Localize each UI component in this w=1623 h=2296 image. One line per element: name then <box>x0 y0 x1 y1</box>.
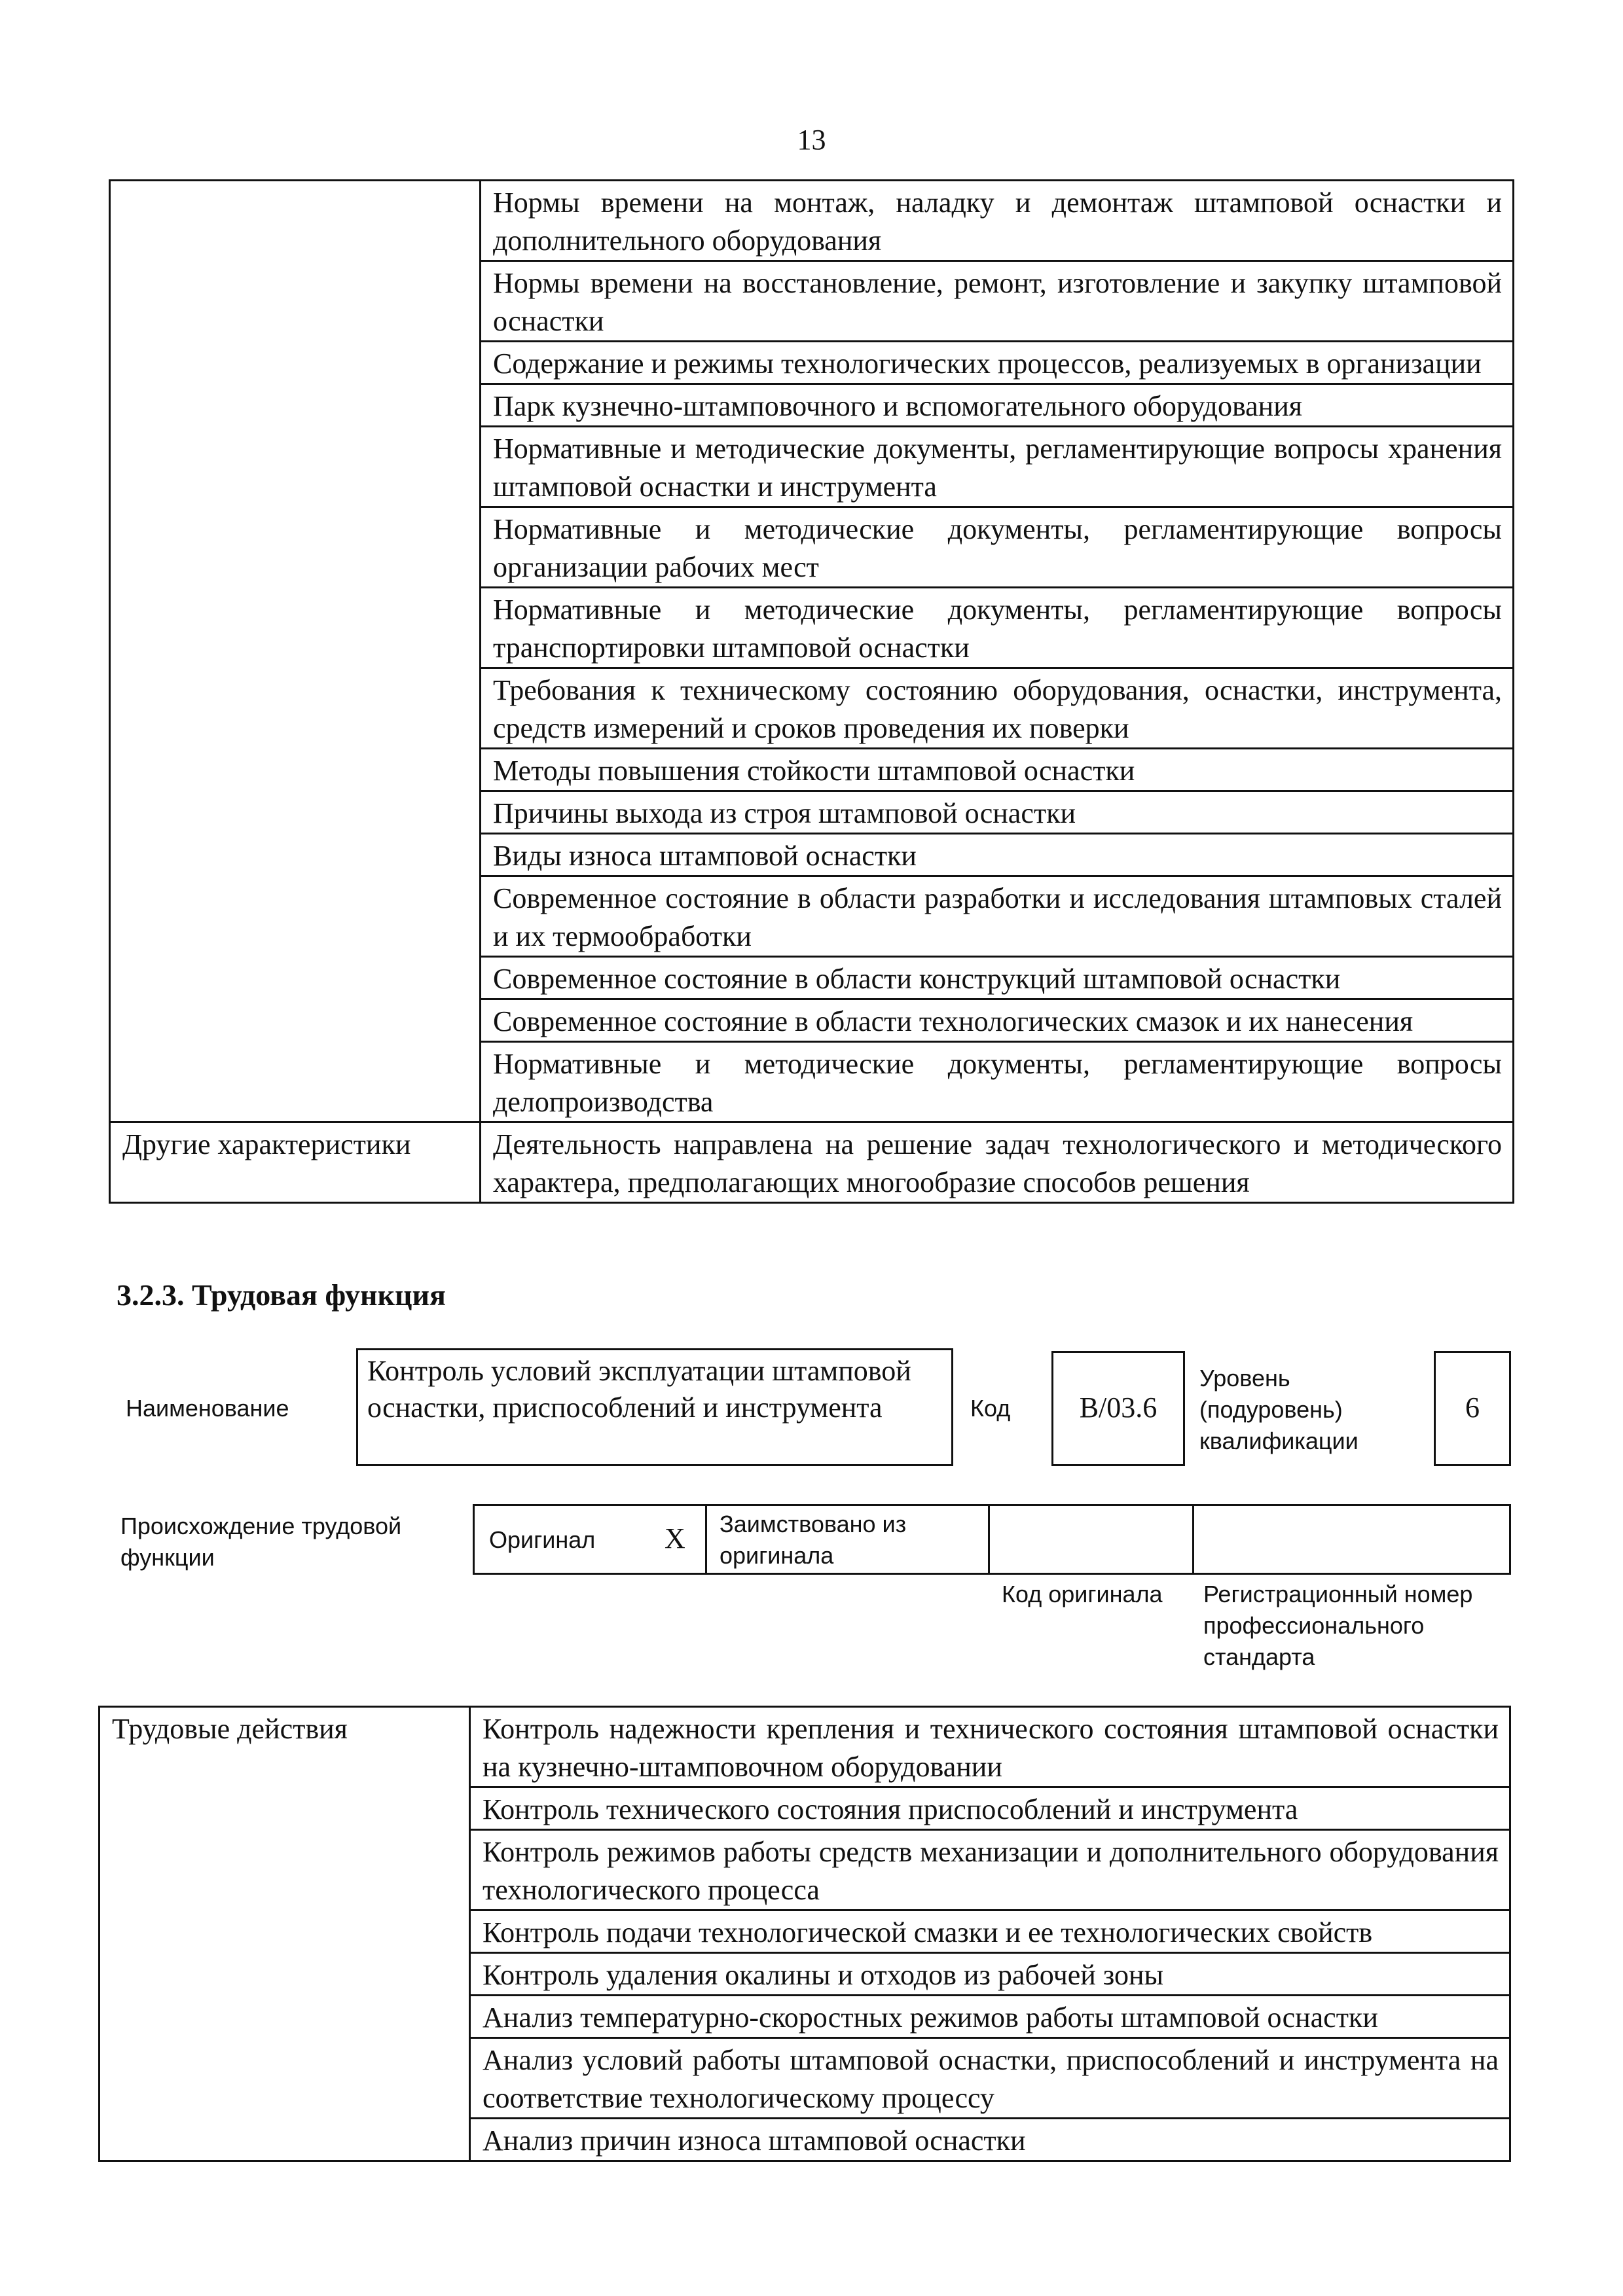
page-number: 13 <box>797 124 826 156</box>
divider <box>988 1506 990 1573</box>
divider <box>1192 1506 1194 1573</box>
action-item: Контроль режимов работы средств механизации и дополнительного оборудования технологического процесса <box>470 1830 1510 1910</box>
other-characteristics-label: Другие характеристики <box>110 1122 481 1203</box>
code-label: Код <box>970 1395 1011 1422</box>
origin-label: Происхождение трудовой функции <box>120 1513 402 1571</box>
divider <box>705 1506 707 1573</box>
section-title: 3.2.3. Трудовая функция <box>117 1278 446 1312</box>
reg-number-caption: Регистрационный номер профессионального стандарта <box>1203 1581 1473 1670</box>
origin-table <box>473 1504 1511 1575</box>
knowledge-item: Нормы времени на монтаж, наладку и демонтаж штамповой оснастки и дополнительного оборудования <box>481 181 1514 261</box>
other-characteristics-text: Деятельность направлена на решение задач технологического и методического характера, предполагающих многообразие способов решения <box>481 1122 1514 1203</box>
knowledge-item: Современное состояние в области технологических смазок и их нанесения <box>481 999 1514 1042</box>
code-original-caption: Код оригинала <box>1002 1581 1163 1607</box>
table-row <box>110 181 1514 261</box>
original-mark: X <box>665 1522 685 1554</box>
code-value: B/03.6 <box>1079 1391 1158 1424</box>
name-label: Наименование <box>126 1395 289 1422</box>
knowledge-item: Нормы времени на восстановление, ремонт, изготовление и закупку штамповой оснастки <box>481 261 1514 342</box>
knowledge-item: Нормативные и методические документы, регламентирующие вопросы транспортировки штамповой оснастки <box>481 588 1514 668</box>
action-item: Контроль подачи технологической смазки и ее технологических свойств <box>470 1910 1510 1953</box>
action-item: Контроль надежности крепления и технического состояния штамповой оснастки на кузнечно-штамповочном оборудовании <box>470 1707 1510 1787</box>
knowledge-item: Нормативные и методические документы, регламентирующие вопросы хранения штамповой оснастки и инструмента <box>481 427 1514 507</box>
knowledge-item: Парк кузнечно-штамповочного и вспомогательного оборудования <box>481 384 1514 427</box>
knowledge-item: Современное состояние в области конструкций штамповой оснастки <box>481 957 1514 999</box>
knowledge-table <box>109 179 1514 1204</box>
action-item: Контроль удаления окалины и отходов из рабочей зоны <box>470 1953 1510 1996</box>
level-label: Уровень (подуровень) квалификации <box>1199 1365 1359 1454</box>
knowledge-item: Требования к техническому состоянию оборудования, оснастки, инструмента, средств измерений и сроков проведения их поверки <box>481 668 1514 749</box>
actions-label: Трудовые действия <box>100 1707 470 2161</box>
level-box <box>1434 1351 1511 1466</box>
knowledge-label-cell <box>110 181 481 1122</box>
action-item: Анализ температурно-скоростных режимов работы штамповой оснастки <box>470 1996 1510 2038</box>
knowledge-item: Методы повышения стойкости штамповой оснастки <box>481 749 1514 791</box>
knowledge-item: Содержание и режимы технологических процессов, реализуемых в организации <box>481 342 1514 384</box>
level-value: 6 <box>1465 1391 1480 1424</box>
original-label: Оригинал <box>489 1526 596 1553</box>
knowledge-item: Нормативные и методические документы, регламентирующие вопросы делопроизводства <box>481 1042 1514 1122</box>
action-item: Анализ причин износа штамповой оснастки <box>470 2119 1510 2161</box>
table-row <box>110 1122 1514 1203</box>
function-name-box <box>356 1348 953 1466</box>
borrowed-label: Заимствовано из оригинала <box>720 1511 907 1569</box>
actions-table <box>98 1706 1511 2162</box>
knowledge-item: Виды износа штамповой оснастки <box>481 834 1514 876</box>
function-name-value: Контроль условий эксплуатации штамповой оснастки, приспособлений и инструмента <box>367 1355 911 1424</box>
table-row <box>100 1707 1510 1787</box>
code-box <box>1051 1351 1185 1466</box>
knowledge-item: Причины выхода из строя штамповой оснастки <box>481 791 1514 834</box>
knowledge-item: Нормативные и методические документы, регламентирующие вопросы организации рабочих мест <box>481 507 1514 588</box>
action-item: Анализ условий работы штамповой оснастки, приспособлений и инструмента на соответствие технологическому процессу <box>470 2038 1510 2119</box>
action-item: Контроль технического состояния приспособлений и инструмента <box>470 1787 1510 1830</box>
knowledge-item: Современное состояние в области разработки и исследования штамповых сталей и их термообработки <box>481 876 1514 957</box>
